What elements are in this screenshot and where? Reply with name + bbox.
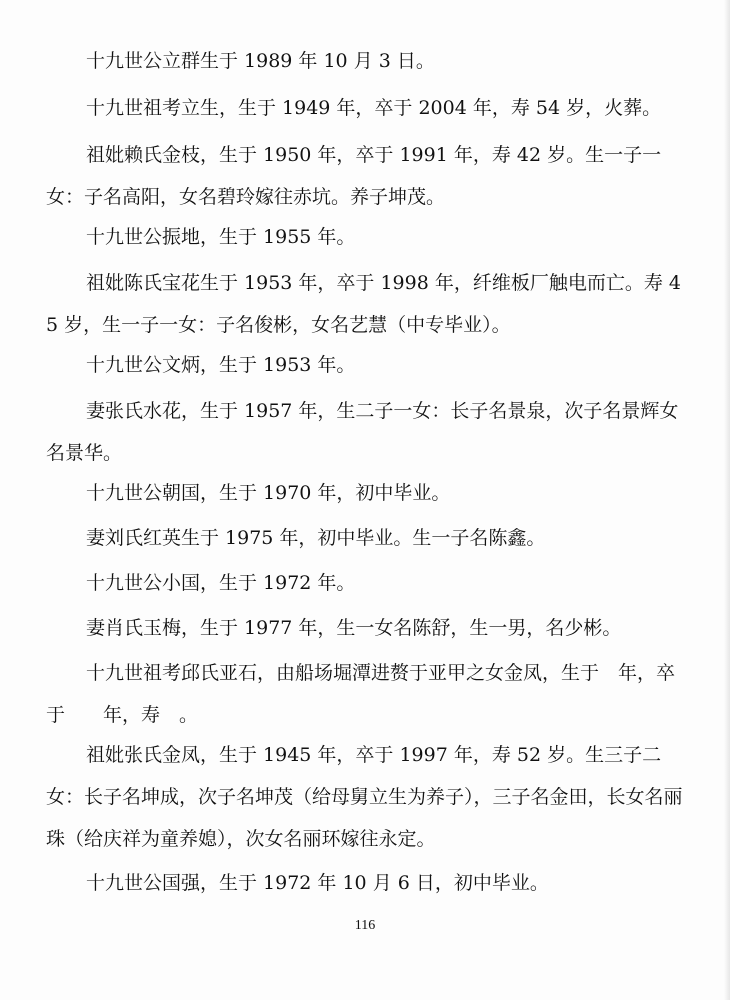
- paragraph-9: 妻刘氏红英生于 1975 年，初中毕业。生一子名陈鑫。: [86, 527, 546, 549]
- paragraph-7: 妻张氏水花，生于 1957 年，生二子一女：长子名景泉，次子名景辉女名景华。: [46, 400, 679, 464]
- paragraph-14: 十九世公国强，生于 1972 年 10 月 6 日，初中毕业。: [86, 872, 549, 894]
- paragraph-8: 十九世公朝国，生于 1970 年，初中毕业。: [86, 482, 451, 504]
- paragraph-2: 十九世祖考立生，生于 1949 年，卒于 2004 年，寿 54 岁，火葬。: [86, 97, 662, 119]
- scan-edge-shadow: [724, 0, 730, 1000]
- paragraph-6: 十九世公文炳，生于 1953 年。: [86, 354, 356, 376]
- paragraph-11: 妻肖氏玉梅，生于 1977 年，生一女名陈舒，生一男，名少彬。: [86, 617, 622, 639]
- paragraph-12: 十九世祖考邱氏亚石，由船场堀潭进赘于亚甲之女金凤，生于 年，卒于 年，寿 。: [46, 662, 676, 726]
- paragraph-4: 十九世公振地，生于 1955 年。: [86, 226, 356, 248]
- paragraph-3: 祖妣赖氏金枝，生于 1950 年，卒于 1991 年，寿 42 岁。生一子一女：子名高阳，女名碧玲嫁往赤坑。养子坤茂。: [46, 144, 662, 208]
- paragraph-13: 祖妣张氏金凤，生于 1945 年，卒于 1997 年，寿 52 岁。生三子二女：长子名坤成，次子名坤茂（给母舅立生为养子），三子名金田，长女名丽珠（给庆祥为童养媳），次女名丽环嫁往永定。: [46, 744, 683, 850]
- paragraph-5: 祖妣陈氏宝花生于 1953 年，卒于 1998 年，纤维板厂触电而亡。寿 45 岁，生一子一女：子名俊彬，女名艺慧（中专毕业）。: [46, 272, 681, 336]
- paragraph-10: 十九世公小国，生于 1972 年。: [86, 572, 356, 594]
- page-number: 116: [354, 918, 376, 933]
- paragraph-1: 十九世公立群生于 1989 年 10 月 3 日。: [86, 50, 435, 72]
